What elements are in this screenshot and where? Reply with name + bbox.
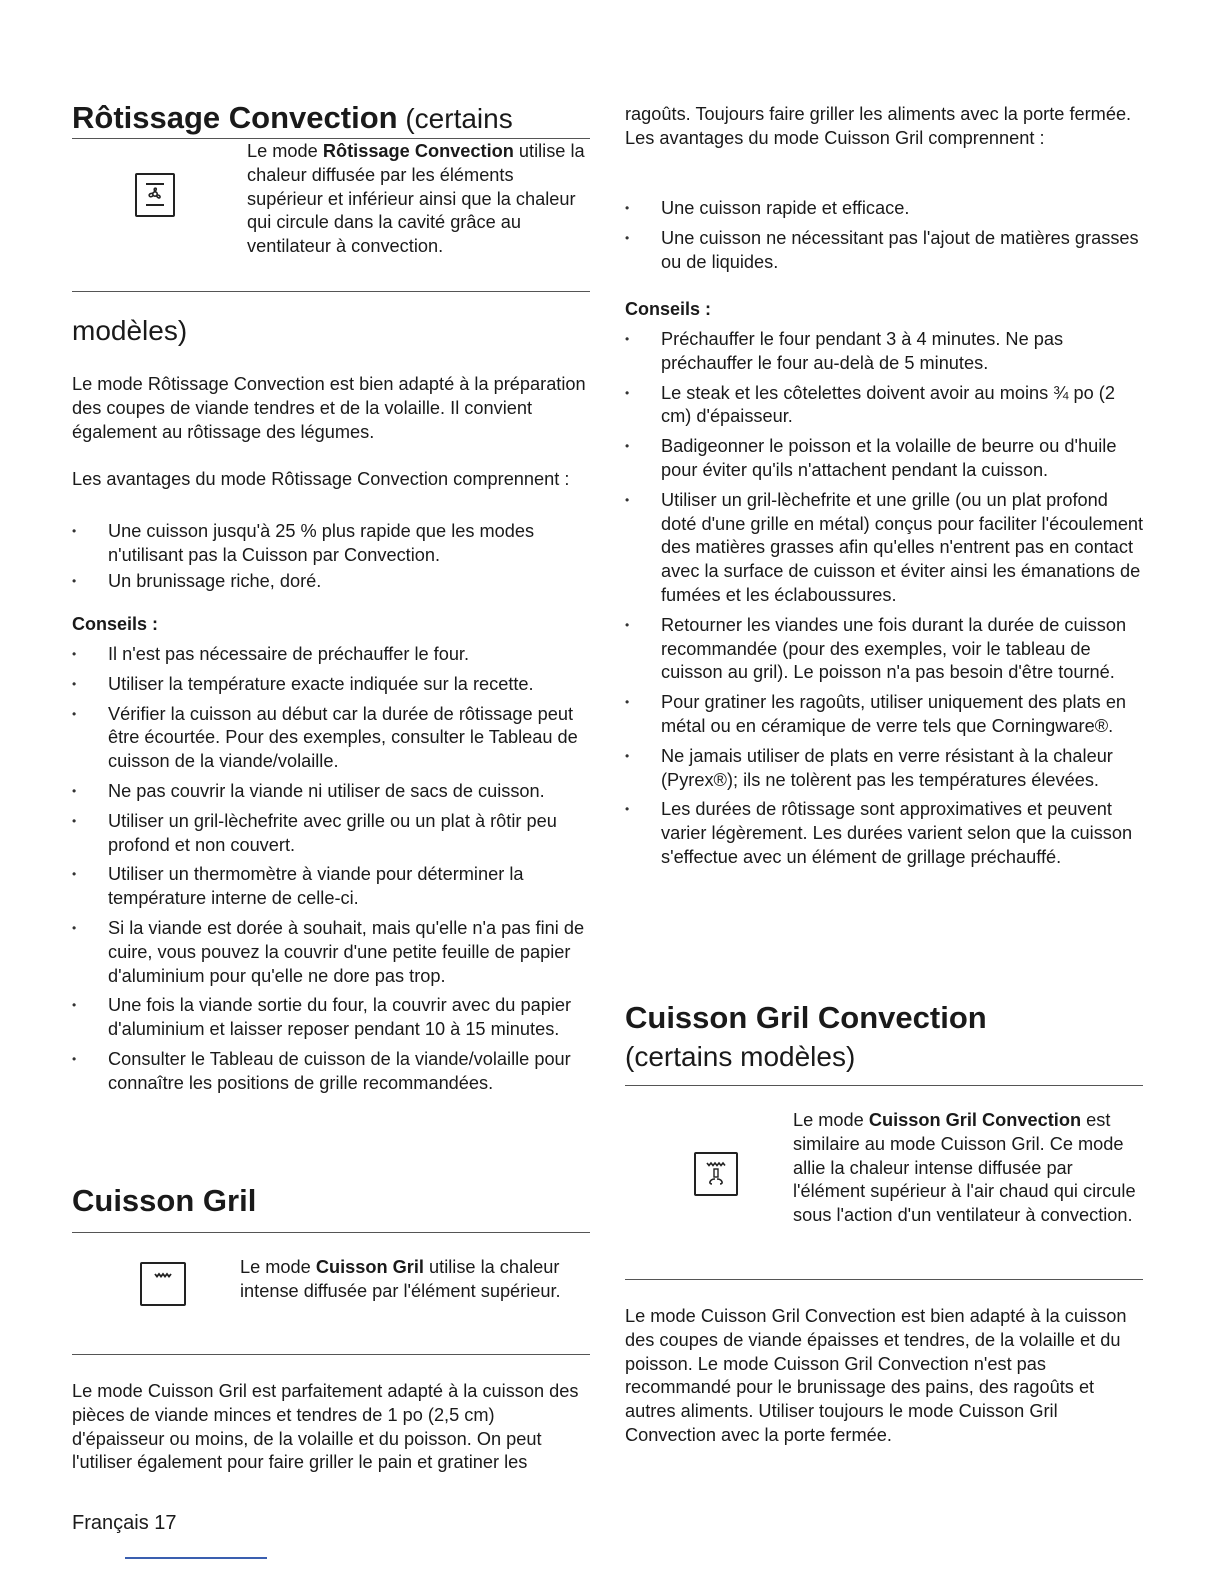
section-title-continuation: modèles) xyxy=(72,315,188,346)
list-item: • Vérifier la cuisson au début car la durée de rôtissage peut être écourtée. Pour des exemples, consulter le Tableau de cuisson de la viande/volaille. xyxy=(72,703,590,774)
tips-list xyxy=(72,643,590,1102)
divider xyxy=(72,291,590,292)
list-item: • Pour gratiner les ragoûts, utiliser uniquement des plats en métal ou en céramique de verre tels que Corningware®. xyxy=(625,691,1145,739)
list-item: • Une fois la viande sortie du four, la couvrir avec du papier d'aluminium et laisser reposer pendant 10 à 15 minutes. xyxy=(72,994,590,1042)
list-item: • Une cuisson jusqu'à 25 % plus rapide que les modes n'utilisant pas la Cuisson par Convection. xyxy=(72,520,590,568)
section-title-rotissage-convection xyxy=(72,100,590,137)
paragraph: Le mode Rôtissage Convection est bien adapté à la préparation des coupes de viande tendres et de la volaille. Il convient également au rôtissage des légumes. xyxy=(72,374,586,442)
list-item: • Utiliser un gril-lèchefrite et une grille (ou un plat profond doté d'une grille en métal) conçus pour faciliter l'écoulement des matières grasses afin qu'elles n'entrent pas en contact avec la surface de cuisson et éviter ainsi les émanations de fumées et les éclaboussures. xyxy=(625,489,1145,608)
list-item: • Les durées de rôtissage sont approximatives et peuvent varier légèrement. Les durées varient selon que la cuisson s'effectue avec un élément de grillage préchauffé. xyxy=(625,798,1145,869)
list-item: • Badigeonner le poisson et la volaille de beurre ou d'huile pour éviter qu'ils n'attachent pendant la cuisson. xyxy=(625,435,1145,483)
title-text: Rôtissage Convection xyxy=(72,100,398,135)
list-item: • Il n'est pas nécessaire de préchauffer le four. xyxy=(72,643,590,667)
benefits-list xyxy=(72,520,590,599)
section-title-cuisson-gril: Cuisson Gril xyxy=(72,1183,257,1218)
rotissage-intro xyxy=(247,140,587,259)
mode-name: Cuisson Gril Convection xyxy=(868,1110,1082,1130)
broil-icon xyxy=(140,1262,186,1306)
list-item: • Ne jamais utiliser de plats en verre résistant à la chaleur (Pyrex®); ils ne tolèrent pas les températures élevées. xyxy=(625,745,1145,793)
list-item: • Une cuisson ne nécessitant pas l'ajout de matières grasses ou de liquides. xyxy=(625,227,1143,275)
list-item: • Le steak et les côtelettes doivent avoir au moins ¾ po (2 cm) d'épaisseur. xyxy=(625,382,1145,430)
footer-line xyxy=(125,1557,267,1559)
list-item: • Utiliser la température exacte indiquée sur la recette. xyxy=(72,673,590,697)
cuisson-gril-convection-intro xyxy=(793,1109,1143,1228)
list-item: • Une cuisson rapide et efficace. xyxy=(625,197,1143,221)
list-item: • Un brunissage riche, doré. xyxy=(72,570,590,594)
section-title-cuisson-gril-convection: Cuisson Gril Convection xyxy=(625,1000,987,1035)
cuisson-gril-intro xyxy=(240,1256,585,1304)
paragraph-continuation: ragoûts. Toujours faire griller les aliments avec la porte fermée. Les avantages du mode Cuisson Gril comprennent : xyxy=(625,104,1132,148)
intro-rest: utilise la chaleur diffusée par les éléments supérieur et inférieur ainsi que la chaleur qui circule dans la cavité grâce au ventilateur à convection. xyxy=(247,141,585,257)
list-item: • Utiliser un thermomètre à viande pour déterminer la température interne de celle-ci. xyxy=(72,863,590,911)
list-item: • Préchauffer le four pendant 3 à 4 minutes. Ne pas préchauffer le four au-delà de 5 minutes. xyxy=(625,328,1145,376)
list-item: • Utiliser un gril-lèchefrite avec grille ou un plat à rôtir peu profond et non couvert. xyxy=(72,810,590,858)
divider xyxy=(72,1232,590,1233)
divider xyxy=(625,1279,1143,1280)
divider xyxy=(72,138,590,139)
section-subtitle: (certains modèles) xyxy=(625,1041,856,1072)
tips-list xyxy=(625,328,1145,876)
tips-heading: Conseils : xyxy=(625,299,712,319)
page-number: Français 17 xyxy=(72,1512,177,1534)
mode-name: Rôtissage Convection xyxy=(322,141,514,161)
intro-prefix: Le mode xyxy=(247,141,323,161)
benefits-list xyxy=(625,197,1143,280)
list-item: • Retourner les viandes une fois durant la durée de cuisson recommandée (pour des exemples, voir le tableau de cuisson au gril). Le poisson n'a pas besoin d'être tourné. xyxy=(625,614,1145,685)
mode-name: Cuisson Gril xyxy=(315,1257,424,1277)
title-paren: (certains xyxy=(397,103,513,134)
list-item: • Si la viande est dorée à souhait, mais qu'elle n'a pas fini de cuire, vous pouvez la couvrir d'une petite feuille de papier d'aluminium pour qu'elle ne dore pas trop. xyxy=(72,917,590,988)
paragraph: Le mode Cuisson Gril est parfaitement adapté à la cuisson des pièces de viande minces et tendres de 1 po (2,5 cm) d'épaisseur ou moins, de la volaille et du poisson. On peut l'utiliser également pour faire griller le pain et gratiner les xyxy=(72,1381,579,1473)
convection-broil-icon xyxy=(694,1152,738,1196)
intro-rest: utilise la chaleur intense diffusée par l'élément supérieur. xyxy=(240,1257,561,1301)
divider xyxy=(72,1354,590,1355)
intro-rest: est similaire au mode Cuisson Gril. Ce mode allie la chaleur intense diffusée par l'élément supérieur à l'air chaud qui circule sous l'action d'un ventilateur à convection. xyxy=(793,1110,1136,1226)
list-item: • Consulter le Tableau de cuisson de la viande/volaille pour connaître les positions de grille recommandées. xyxy=(72,1048,590,1096)
divider xyxy=(625,1085,1143,1086)
paragraph: Les avantages du mode Rôtissage Convection comprennent : xyxy=(72,469,570,489)
intro-prefix: Le mode xyxy=(793,1110,869,1130)
tips-heading: Conseils : xyxy=(72,614,159,634)
list-item: • Ne pas couvrir la viande ni utiliser de sacs de cuisson. xyxy=(72,780,590,804)
convection-roast-icon xyxy=(135,173,175,217)
intro-prefix: Le mode xyxy=(240,1257,316,1277)
paragraph: Le mode Cuisson Gril Convection est bien adapté à la cuisson des coupes de viande épaisses et tendres, de la volaille et du poisson. Le mode Cuisson Gril Convection n'est pas recommandé pour le brunissage des pains, des ragoûts et autres aliments. Utiliser toujours le mode Cuisson Gril Convection avec la porte fermée. xyxy=(625,1306,1127,1445)
